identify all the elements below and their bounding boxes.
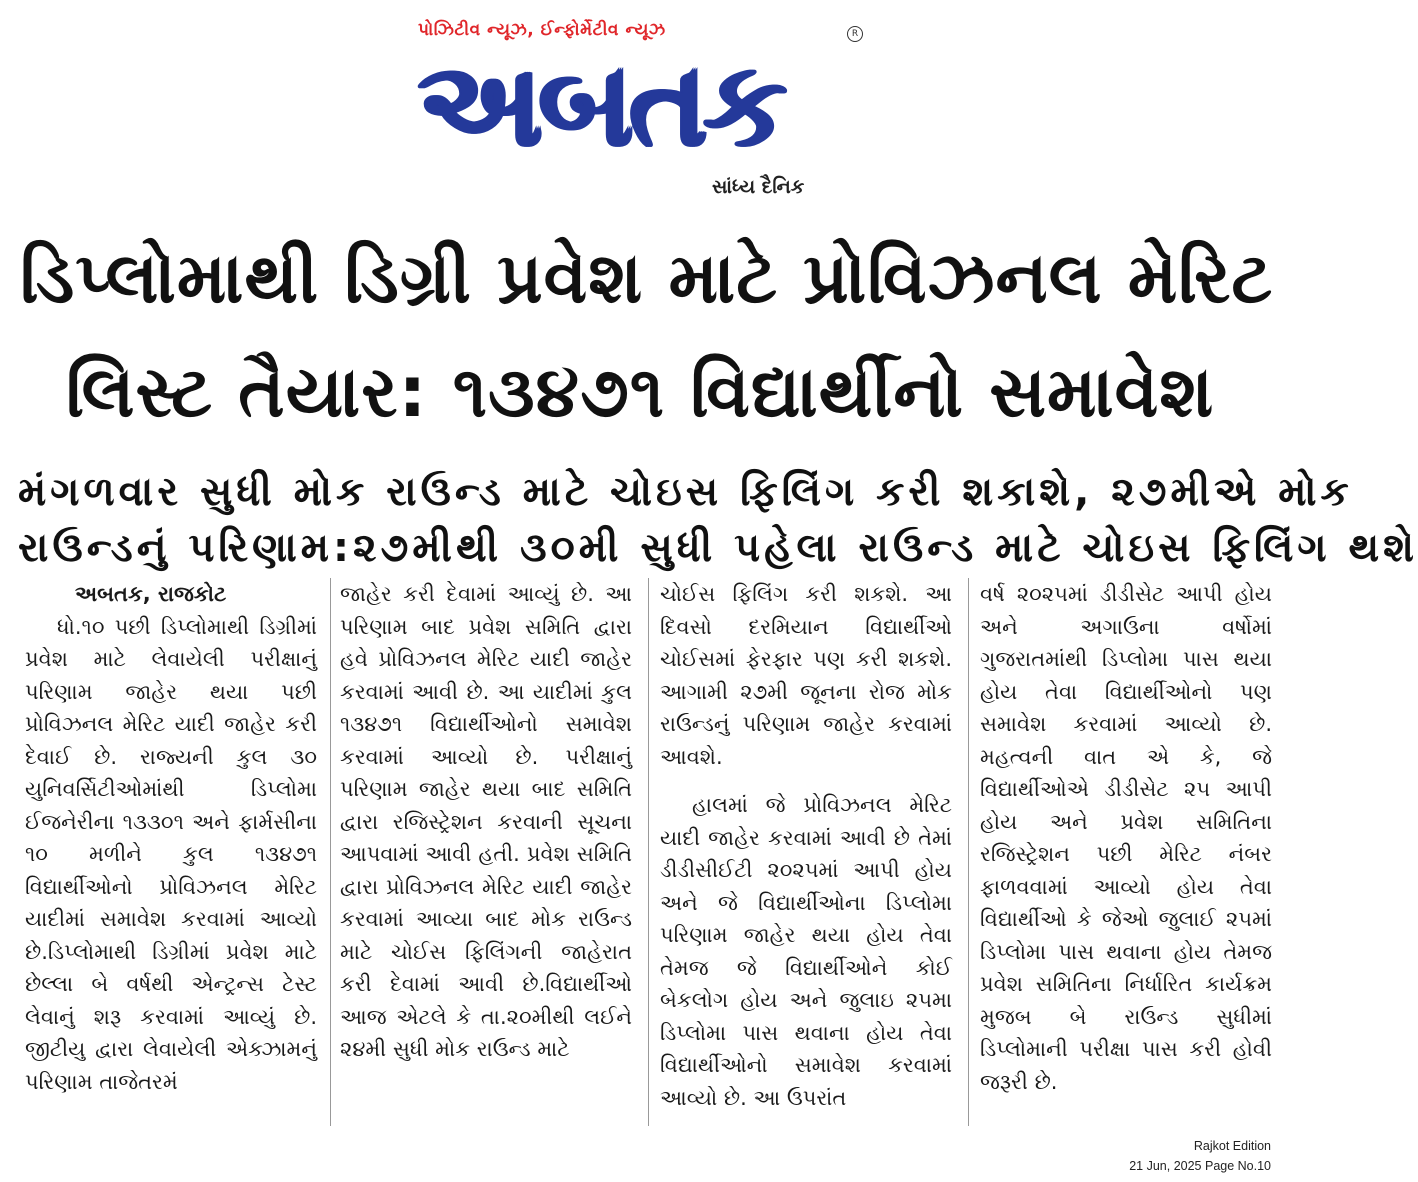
headline-line-2: લિસ્ટ તૈયાર: ૧૩૪૭૧ વિદ્યાર્થીનો સમાવેશ — [65, 351, 1215, 433]
subheadline-line-2: રાઉન્ડનું પરિણામ:૨૭મીથી ૩૦મી સુધી પહેલા રાઉન્ડ માટે ચોઇસ ફિલિંગ થશે — [18, 525, 1418, 571]
dateline: અબતક, રાજકોટ — [75, 582, 227, 606]
edition-name: Rajkot Edition — [1193, 1139, 1271, 1153]
article-column-2 — [340, 578, 632, 1138]
column-divider — [968, 578, 969, 1126]
article-column-4 — [980, 578, 1272, 1138]
column-2-text: જાહેર કરી દેવામાં આવ્યું છે. આ પરિણામ બાદ પ્રવેશ સમિતિ દ્વારા હવે પ્રોવિઝનલ મેરિટ યાદી જાહેર કરવામાં આવી છે. આ યાદીમાં કુલ ૧૩૪૭૧ વિદ્યાર્થીઓનો સમાવેશ કરવામાં આવ્યો છે. પરીક્ષાનું પરિણામ જાહેર થયા બાદ સમિતિ દ્વારા રજિસ્ટ્રેશન કરવાની સૂચના આપવામાં આવી હતી. પ્રવેશ સમિતિ દ્વારા પ્રોવિઝનલ મેરિટ યાદી જાહેર કરવામાં આવ્યા બાદ મોક રાઉન્ડ માટે ચોઈસ ફિલિંગની જાહેરાત કરી દેવામાં આવી છે.વિદ્યાર્થીઓ આજ એટલે કે તા.૨૦મીથી લઈને ૨૪મી સુધી મોક રાઉન્ડ માટે — [340, 582, 632, 1061]
newspaper-logo: અબતક — [418, 35, 783, 173]
masthead — [0, 0, 1281, 215]
edition-date-page: 21 Jun, 2025 Page No.10 — [1129, 1159, 1271, 1173]
registered-mark-icon: R — [847, 26, 863, 42]
article-column-3 — [660, 578, 952, 1138]
article-column-1 — [25, 578, 317, 1138]
masthead-subtagline: સાંધ્ય દૈનિક — [712, 176, 805, 198]
column-3-paragraph-1: ચોઈસ ફિલિંગ કરી શકશે. આ દિવસો દરમિયાન વિદ્યાર્થીઓ ચોઈસમાં ફેરફાર પણ કરી શકશે. આગામી ૨૭મી જૂનના રોજ મોક રાઉન્ડનું પરિણામ જાહેર કરવામાં આવશે. — [660, 582, 952, 769]
headline-line-1: ડિપ્લોમાથી ડિગ્રી પ્રવેશ માટે પ્રોવિઝનલ મેરિટ — [20, 237, 1274, 319]
column-divider — [330, 578, 331, 1126]
column-1-text: ધો.૧૦ પછી ડિપ્લોમાથી ડિગ્રીમાં પ્રવેશ માટે લેવાયેલી પરીક્ષાનું પરિણામ જાહેર થયા પછી પ્રોવિઝનલ મેરિટ યાદી જાહેર કરી દેવાઈ છે. રાજ્યની કુલ ૩૦ યુનિવર્સિટીઓમાંથી ડિપ્લોમા ઈજનેરીના ૧૩૩૦૧ અને ફાર્મસીના ૧૦ મળીને કુલ ૧૩૪૭૧ વિદ્યાર્થીઓનો પ્રોવિઝનલ મેરિટ યાદીમાં સમાવેશ કરવામાં આવ્યો છે.ડિપ્લોમાથી ડિગ્રીમાં પ્રવેશ માટે છેલ્લા બે વર્ષથી એન્ટ્રન્સ ટેસ્ટ લેવાનું શરૂ કરવામાં આવ્યું છે. જીટીયુ દ્વારા લેવાયેલી એક્ઝામનું પરિણામ તાજેતરમં — [25, 614, 317, 1094]
column-3-paragraph-2: હાલમાં જે પ્રોવિઝનલ મેરિટ યાદી જાહેર કરવામાં આવી છે તેમાં ડીડીસીઈટી ૨૦૨૫માં આપી હોય અને જે વિદ્યાર્થીઓના ડિપ્લોમા પરિણામ જાહેર થયા હોય તેવા તેમજ જે વિદ્યાર્થીઓને કોઈ બેકલોગ હોય અને જુલાઇ ૨૫મા ડિપ્લોમા પાસ થવાના હોય તેવા વિદ્યાર્થીઓનો સમાવેશ કરવામાં આવ્યો છે. આ ઉપરાંત — [660, 793, 952, 1110]
column-4-text: વર્ષ ૨૦૨૫માં ડીડીસેટ આપી હોય અને અગાઉના વર્ષોમાં ગુજરાતમાંથી ડિપ્લોમા પાસ થયા હોય તેવા વિદ્યાર્થીઓનો પણ સમાવેશ કરવામાં આવ્યો છે. મહત્વની વાત એ કે, જે વિદ્યાર્થીઓએ ડીડીસેટ ૨૫ આપી હોય અને પ્રવેશ સમિતિના રજિસ્ટ્રેશન પછી મેરિટ નંબર ફાળવવામાં આવ્યો હોય તેવા વિદ્યાર્થીઓ કે જેઓ જુલાઈ ૨૫માં ડિપ્લોમા પાસ થવાના હોય તેમજ પ્રવેશ સમિતિના નિર્ધારિત કાર્યક્રમ મુજબ બે રાઉન્ડ સુધીમાં ડિપ્લોમાની પરીક્ષા પાસ કરી હોવી જરૂરી છે. — [980, 582, 1272, 1094]
column-divider — [648, 578, 649, 1126]
subheadline-line-1: મંગળવાર સુધી મોક રાઉન્ડ માટે ચોઇસ ફિલિંગ કરી શકાશે, ૨૭મીએ મોક — [18, 469, 1353, 515]
edition-info — [1071, 1136, 1271, 1176]
masthead-tagline: પોઝિટીવ ન્યૂઝ, ઈન્ફોર્મેટીવ ન્યૂઝ — [418, 20, 666, 40]
